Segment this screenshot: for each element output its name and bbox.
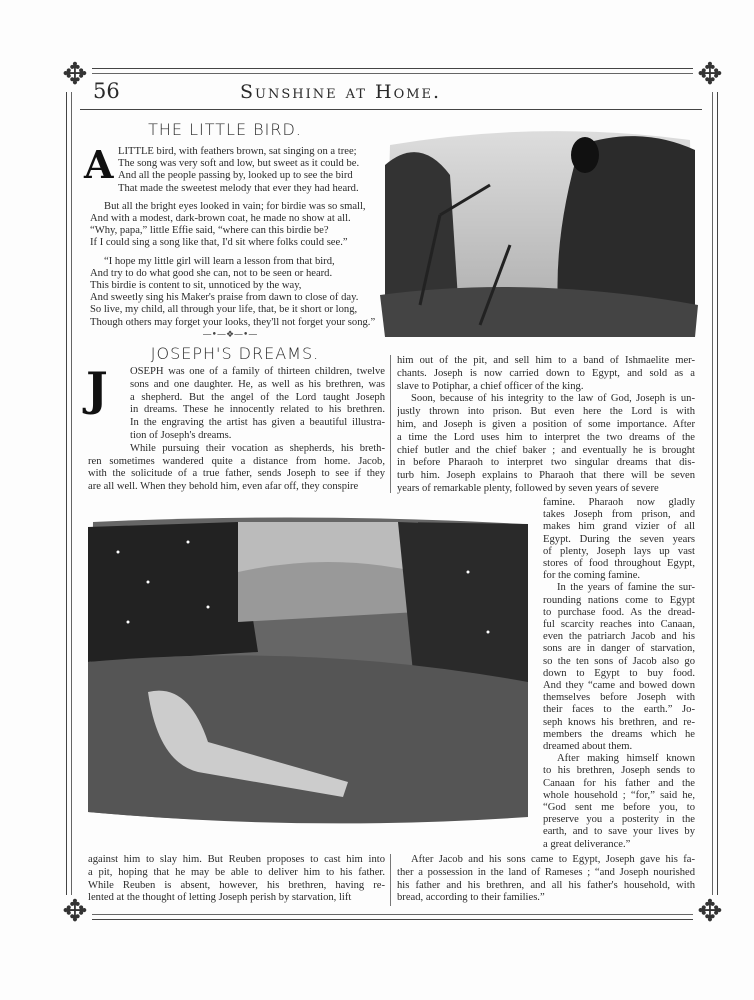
text-line: with the solicitude of a true father, sends Joseph to see if they [88,468,385,480]
text-line: Soon, because of his integrity to the law of God, Joseph is un- [411,393,695,405]
text-line: a pit, hoping that he may be able to deliver him to his father. [88,866,385,878]
text-line: preserve you a posterity in the [543,814,695,826]
column-rule [390,355,391,493]
text-line: In the years of famine the sur- [557,582,695,594]
text-line: against him to slay him. But Reuben proposes to cast him into [88,854,385,865]
article-title: JOSEPH'S DREAMS. [150,344,320,363]
article-left-top [86,362,385,494]
text-line: That made the sweetest melody that ever they had heard. [118,182,359,194]
running-title: Sunshine at Home. [240,81,442,103]
header-rule [80,109,702,110]
poem-drop-cap: A [84,142,114,187]
text-line: Though others may forget your looks, they'll not forget your song.” [90,316,376,328]
text-line: themselves before Joseph with [543,692,695,704]
text-line: This birdie is content to sit, unnoticed by the way, [90,280,302,292]
corner-ornament-icon: ✥ [693,58,727,92]
text-line: earth, and to save your lives by [543,826,695,838]
text-line: lented at the thought of letting Joseph perish by starvation, lift [88,892,352,904]
text-line: to purchase food. As the dread- [543,606,695,618]
text-line: seph knows his brethren, and re- [543,716,695,728]
text-line: takes Joseph from prison, and [543,509,695,521]
text-line: so the ten sons of Jacob also go [543,655,695,667]
poem-title: THE LITTLE BIRD. [148,120,302,139]
text-line: even the patriarch Jacob and his [543,631,695,643]
article-drop-cap: J [86,362,108,416]
text-line: After Jacob and his sons came to Egypt, Joseph gave his fa- [411,854,695,865]
text-line: whole household ; “for,” said he, [543,789,695,801]
text-line: In the engraving the artist has given a beautiful illustra- [130,417,385,429]
text-line: And all the people passing by, looked up to see the bird [118,170,353,182]
ornamental-divider: —•—❖—•— [202,330,258,340]
text-line: chants. Joseph is now carried down to Egypt, and sold as a [397,367,695,379]
text-line: him out of the pit, and sell him to a band of Ishmaelite mer- [397,355,695,366]
article-right-bottom [397,854,695,905]
text-line: a time the Lord uses him to interpret the two dreams of the [397,431,695,443]
text-line: sons and one daughter. He, as well as his brethren, was [130,378,385,390]
article-right-narrow [543,497,695,851]
text-line: for the coming famine. [543,570,641,582]
text-line: ren sometimes wandered quite a distance from home. Jacob, [88,455,385,467]
text-line: ful scarcity reaches into Canaan, [543,619,695,631]
text-line: Egypt. During the seven years [543,533,695,545]
text-line: turb him. Joseph explains to Pharaoh that there will be seven [397,470,695,482]
page-number: 56 [93,79,120,103]
text-line: makes him grand vizier of all [543,521,695,533]
text-line: down to Egypt to buy food. [543,667,695,679]
text-line: And with a modest, dark-brown coat, he made no show at all. [90,213,351,225]
text-line: famine. Pharaoh now gladly [543,497,695,508]
corner-ornament-icon: ✥ [58,58,92,92]
text-line: sons are in danger of starvation, [543,643,695,655]
text-line: “God sent me before you, to [543,802,695,814]
text-line: Canaan for his father and the [543,777,695,789]
text-line: tion of Joseph's dreams. [130,429,232,441]
text-line: are all well. When they behold him, even afar off, they conspire [88,481,359,493]
text-line: While Reuben is absent, however, his brethren, having re- [88,879,385,891]
text-line: his father and his brethren, and all his father's household, with [397,879,695,891]
text-line: bread, according to their families.” [397,892,545,904]
column-rule [390,854,391,906]
article-right-top [397,355,695,496]
text-line: of plenty, Joseph lays up vast [543,545,695,557]
text-line: years of remarkable plenty, followed by seven years of severe [397,482,659,494]
text-line: him, and Joseph is given a position of some importance. After [397,418,695,430]
text-line: “Why, papa,” little Effie said, “where can this birdie be? [90,225,329,237]
poem-body [90,146,380,329]
text-line: members the dreams which he [543,728,695,740]
text-line: The song was very soft and low, but sweet as it could be. [118,158,360,170]
text-line: dreamed about them. [543,741,633,753]
text-line: slave to Potiphar, a chief officer of the king. [397,380,584,392]
text-line: But all the bright eyes looked in vain; for birdie was so small, [104,200,366,212]
text-line: LITTLE bird, with feathers brown, sat singing on a tree; [118,146,357,157]
text-line: While pursuing their vocation as shepherds, his breth- [130,442,385,454]
article-left-bottom [88,854,385,905]
engraving-josephs-dream [88,512,528,832]
engraving-bird-in-tree [380,125,698,340]
text-line: And try to do what good she can, not to be seen or heard. [90,267,333,279]
text-line: a shepherd. But the angel of the Lord taught Joseph [130,391,385,403]
text-line: After making himself known [557,753,695,765]
text-line: justly thrown into prison. But even here the Lord is with [397,406,695,418]
corner-ornament-icon: ✥ [58,895,92,929]
text-line: their faces to the earth.” Jo- [543,704,695,716]
text-line: rounding nations come to Egypt [543,594,695,606]
text-line: to his brethren, Joseph sends to [543,765,695,777]
corner-ornament-icon: ✥ [693,895,727,929]
text-line: And they “came and bowed down [543,680,695,692]
text-line: If I could sing a song like that, I'd sit where folks could see.” [90,237,348,249]
text-line: a great deliverance.” [543,838,631,850]
text-line: OSEPH was one of a family of thirteen children, twelve [130,366,385,377]
text-line: chief butler and the chief baker ; and eventually he is brought [397,444,695,456]
text-line: ther a possession in the land of Rameses ; “and Joseph nourished [397,866,695,878]
text-line: stores of food throughout Egypt, [543,558,695,570]
text-line: in before Pharaoh to interpret two singular dreams that dis- [397,457,695,469]
bird-icon [571,137,599,173]
text-line: in dreams. These he innocently related to his brethren. [130,404,385,416]
text-line: And sweetly sing his Maker's praise from dawn to close of day. [90,292,359,304]
text-line: So live, my child, all through your life, that, be it short or long, [90,304,358,316]
text-line: “I hope my little girl will learn a lesson from that bird, [104,255,335,267]
